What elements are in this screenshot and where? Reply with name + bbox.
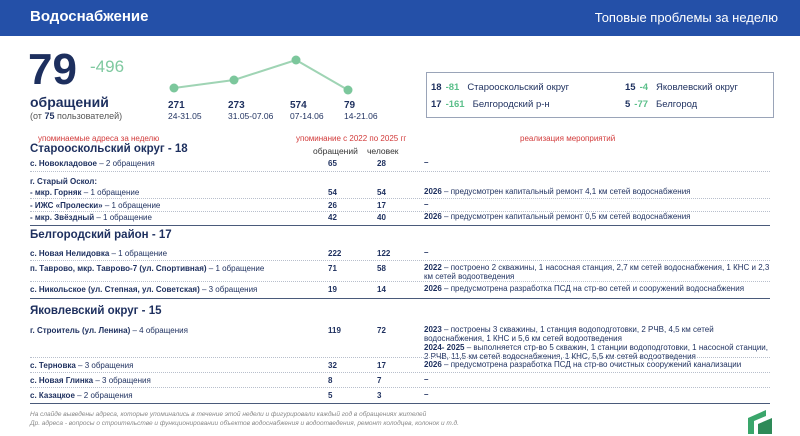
week-1: 271 24-31.05 xyxy=(168,100,202,121)
users-note: (от 75 пользователей) xyxy=(30,111,123,121)
row-divider xyxy=(30,171,770,172)
section-title: Старооскольский округ - 18 xyxy=(30,143,188,155)
sparkline-point xyxy=(344,86,353,95)
row-divider xyxy=(30,260,770,261)
districts-box xyxy=(426,72,774,118)
district-stat: 5 -77 Белгород xyxy=(625,99,698,110)
section-title: Яковлевский округ - 15 xyxy=(30,305,162,317)
mentions-label: упоминание с 2022 по 2025 гг xyxy=(296,134,407,143)
section-divider xyxy=(30,225,770,226)
sparkline-point xyxy=(292,56,301,65)
district-stat: 18 -81 Старооскольский округ xyxy=(431,82,570,93)
col-people-header: человек xyxy=(367,146,399,156)
addresses-label: упоминаемые адреса за неделю xyxy=(38,134,160,143)
week-3: 574 07-14.06 xyxy=(290,100,324,121)
total-count: 79 xyxy=(28,45,77,94)
row-divider xyxy=(30,387,770,388)
row-divider xyxy=(30,281,770,282)
row-divider xyxy=(30,357,770,358)
week-4: 79 14-21.06 xyxy=(344,100,378,121)
week-2: 273 31.05-07.06 xyxy=(228,100,274,121)
weekly-sparkline xyxy=(160,48,370,98)
page-title: Водоснабжение xyxy=(30,8,149,25)
sparkline-point xyxy=(230,76,239,85)
total-delta: -496 xyxy=(90,57,125,76)
footer-note-1: На слайде выведены адреса, которые упоминались в течение этой недели и фигурировали каждый год в обращениях жителей xyxy=(30,411,427,418)
logo-icon xyxy=(744,408,774,434)
measures-label: реализация мероприятий xyxy=(520,134,616,143)
row-divider xyxy=(30,372,770,373)
row-divider xyxy=(30,198,770,199)
section-title: Белгородский район - 17 xyxy=(30,229,172,241)
header-bar xyxy=(0,0,800,36)
appeals-label: обращений xyxy=(30,94,109,110)
footer-note-2: Др. адреса - вопросы о строительстве и функционировании объектов водоснабжения и водоотведения, ремонт колодцев, колонок и т.д. xyxy=(30,420,459,427)
sparkline-point xyxy=(170,84,179,93)
district-stat: 15 -4 Яковлевский округ xyxy=(625,82,739,93)
page-subtitle: Топовые проблемы за неделю xyxy=(594,10,778,25)
col-appeals-header: обращений xyxy=(313,146,358,156)
district-stat: 17 -161 Белгородский р-н xyxy=(431,99,550,110)
section-divider xyxy=(30,403,770,404)
section-divider xyxy=(30,298,770,299)
sparkline-line xyxy=(174,60,348,90)
